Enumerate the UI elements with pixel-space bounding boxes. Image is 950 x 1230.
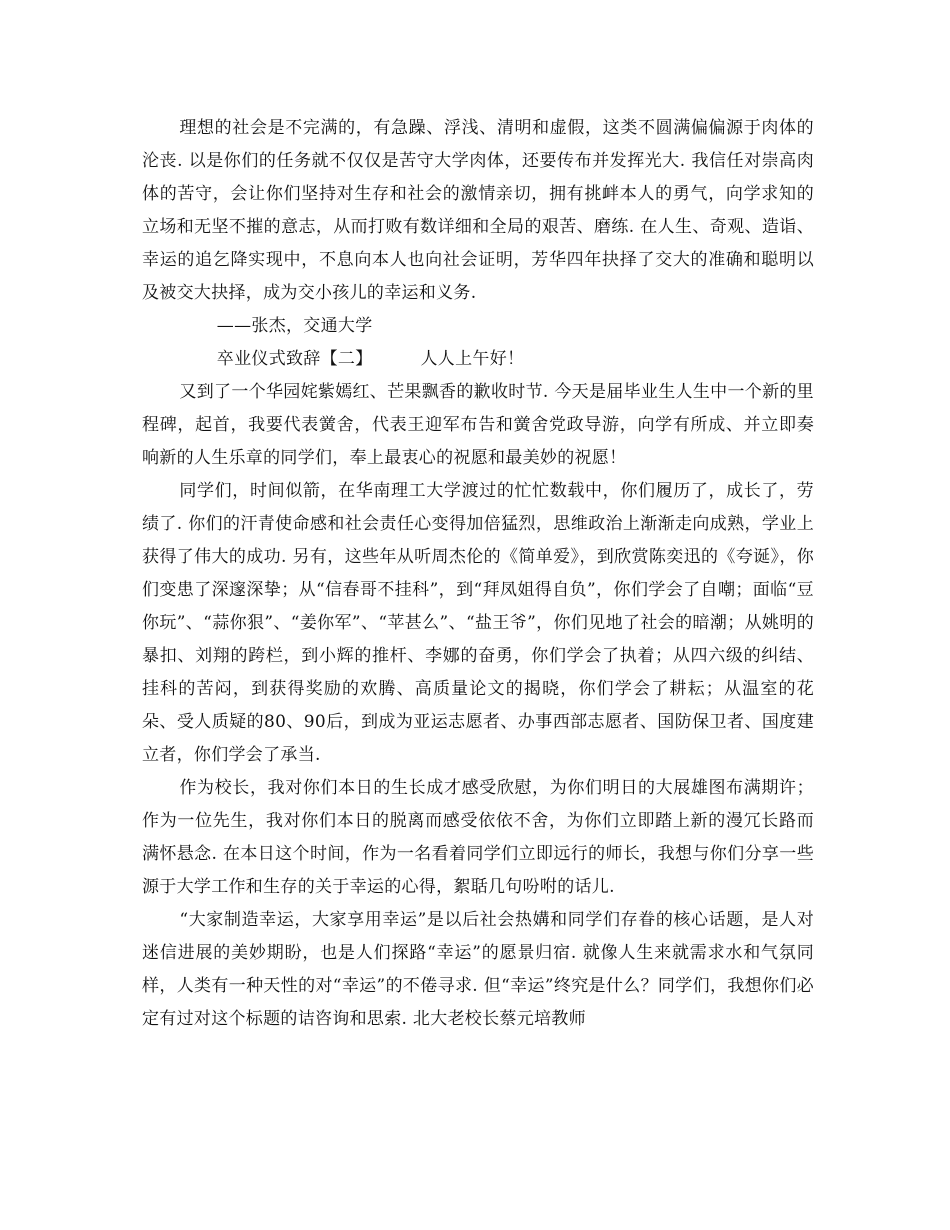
signature-line: ——张杰，交通大学 — [216, 316, 373, 336]
body-paragraph-1: 又到了一个华园姹紫嫣红、芒果飘香的歉收时节. 今天是届毕业生人生中一个新的里程碑，起首，我要代表黉舍，代表王迎军布告和黉舍党政导游，向学有所成、并立即奏响新的人生乐章的同学们，奉上最衷心的祝愿和最美妙的祝愿！ — [142, 382, 814, 468]
body-paragraph-4: “大家制造幸运，大家享用幸运”是以后社会热媾和同学们存眷的核心话题，是人对迷信进展的美妙期盼，也是人们探路“幸运”的愿景归宿. 就像人生来就需求水和气氛同样，人类有一种天性的对“幸运”的不倦寻求. 但“幸运”终究是什么？同学们，我想你们必定有过对这个标题的诘咨询和思索. 北大老校长蔡元培教师 — [142, 910, 814, 1029]
section-title: 卒业仪式致辞【二】 — [216, 349, 373, 369]
section-heading-row — [142, 343, 814, 376]
greeting: 人人上午好！ — [420, 349, 525, 369]
body-paragraph-2: 同学们，时间似箭，在华南理工大学渡过的忙忙数载中，你们履历了，成长了，劳绩了. 你们的汗青使命感和社会责任心变得加倍猛烈，思维政治上渐渐走向成熟，学业上获得了伟大的成功. 另有，这些年从听周杰伦的《简单爱》，到欣赏陈奕迅的《夸诞》，你们变患了深邃深挚；从“信春哥不挂科”，到“拜凤姐得自负”，你们学会了自嘲；面临“豆你玩”、“蒜你狠”、“姜你军”、“苹甚么”、“盐王爷”，你们见地了社会的暗潮；从姚明的暴扣、刘翔的跨栏，到小辉的推杆、李娜的奋勇，你们学会了执着；从四六级的纠结、挂科的苦闷，到获得奖励的欢腾、高质量论文的揭晓，你们学会了耕耘；从温室的花朵、受人质疑的80、90后，到成为亚运志愿者、办事西部志愿者、国防保卫者、国度建立者，你们学会了承当. — [142, 481, 814, 765]
intro-paragraph: 理想的社会是不完满的，有急躁、浮浅、清明和虚假，这类不圆满偏偏源于肉体的沦丧. 以是你们的任务就不仅仅是苦守大学肉体，还要传布并发挥光大. 我信任对崇高肉体的苦守，会让你们坚持对生存和社会的激情亲切，拥有挑衅本人的勇气，向学求知的立场和无坚不摧的意志，从而打败有数详细和全局的艰苦、磨练. 在人生、奇观、造诣、幸运的追乞降实现中，不息向本人也向社会证明，芳华四年抉择了交大的准确和聪明以及被交大抉择，成为交小孩儿的幸运和义务. — [142, 118, 814, 303]
body-paragraph-3: 作为校长，我对你们本日的生长成才感受欣慰，为你们明日的大展雄图布满期许；作为一位先生，我对你们本日的脱离而感受依依不舍，为你们立即踏上新的漫冗长路而满怀悬念. 在本日这个时间，作为一名看着同学们立即远行的师长，我想与你们分享一些源于大学工作和生存的关于幸运的心得，絮聒几句吩咐的话儿. — [142, 778, 814, 897]
document-page — [142, 112, 814, 1036]
